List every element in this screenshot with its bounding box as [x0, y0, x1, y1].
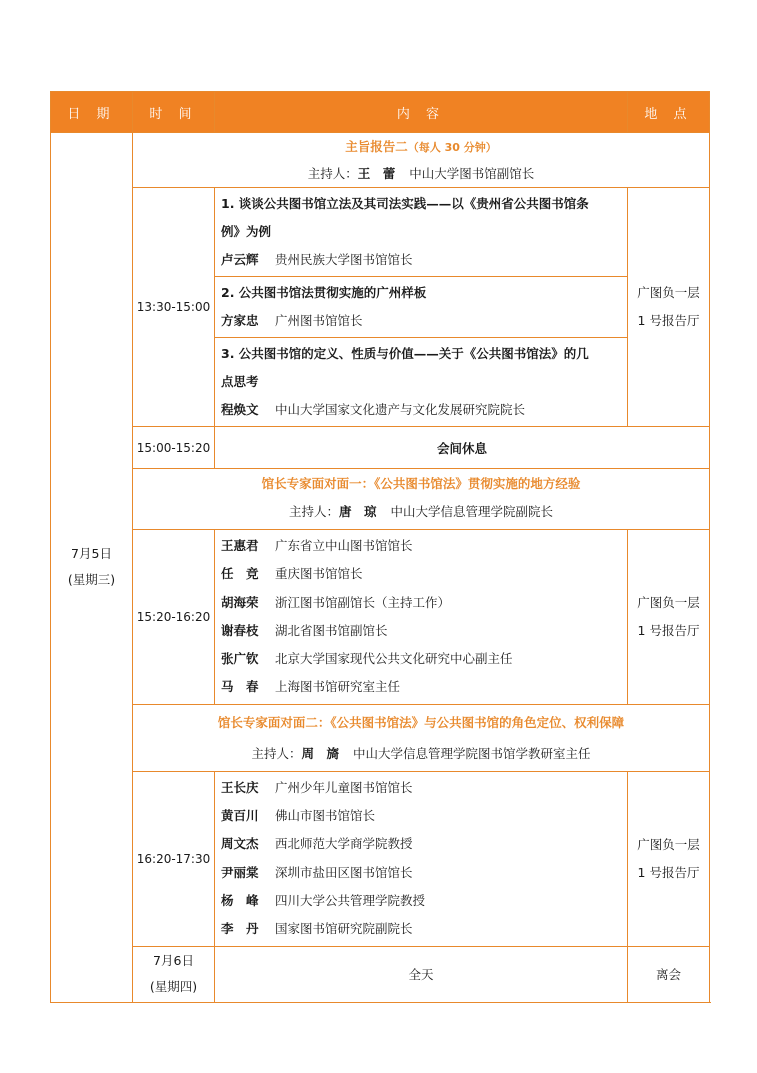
session1-talks	[215, 188, 628, 427]
list-item: 尹丽棠 深圳市盐田区图书馆馆长	[221, 864, 413, 880]
dialogue1-host-name: 唐 琼	[338, 504, 377, 519]
talk-title: 3. 公共图书馆的定义、性质与价值——关于《公共图书馆法》的几	[221, 346, 589, 361]
dialogue2-row	[51, 771, 710, 946]
list-item: 杨 峰 四川大学公共管理学院教授	[221, 892, 426, 908]
dialogue1-title: 馆长专家面对面一：《公共图书馆法》贯彻实施的地方经验	[261, 476, 581, 491]
list-item: 谢春枝 湖北省图书馆副馆长	[221, 622, 388, 638]
header-place: 地 点	[628, 92, 710, 133]
talk-speaker: 方家忠	[221, 313, 259, 328]
list-item: 李 丹 国家图书馆研究院副院长	[221, 921, 413, 937]
location-line2: 1 号报告厅	[637, 864, 700, 880]
session1-time: 13:30-15:00	[133, 188, 215, 427]
keynote-host-role: 中山大学图书馆副馆长	[409, 166, 535, 181]
dialogue1-host-label: 主持人：	[288, 504, 339, 519]
dialogue2-host-name: 周 旖	[301, 745, 339, 761]
keynote-banner	[133, 133, 710, 188]
dialogue1-host-role: 中山大学信息管理学院副院长	[390, 504, 554, 519]
schedule-table	[50, 91, 710, 1003]
day2-content: 离会	[628, 946, 710, 1002]
keynote-note: （每人 30 分钟）	[407, 141, 497, 154]
day1-date-cell	[51, 133, 133, 1003]
list-item: 胡海荣 浙江图书馆副馆长（主持工作）	[221, 594, 451, 610]
list-item: 周文杰 西北师范大学商学院教授	[221, 836, 413, 852]
dialogue2-location	[628, 771, 710, 946]
day2-weekday: (星期四)	[149, 979, 198, 995]
location-line1: 广图负一层	[637, 836, 700, 852]
header-content: 内 容	[215, 92, 628, 133]
keynote-banner-row	[51, 133, 710, 188]
list-item: 张广钦 北京大学国家现代公共文化研究中心副主任	[221, 651, 513, 667]
location-line2: 1 号报告厅	[637, 313, 700, 328]
dialogue2-title: 馆长专家面对面二：《公共图书馆法》与公共图书馆的角色定位、权利保障	[217, 714, 625, 730]
dialogue1-location	[628, 530, 710, 705]
dialogue2-banner	[133, 704, 710, 771]
day2-row	[51, 946, 710, 1002]
talk-speaker-role: 中山大学国家文化遗产与文化发展研究院院长	[275, 402, 526, 417]
keynote-host-label: 主持人：	[307, 166, 358, 181]
table-header-row	[51, 92, 710, 133]
talk-item	[215, 337, 627, 426]
keynote-host-name: 王 蕾	[357, 166, 396, 181]
location-line2: 1 号报告厅	[637, 622, 700, 638]
dialogue1-row	[51, 530, 710, 705]
talk-speaker-role: 贵州民族大学图书馆馆长	[275, 252, 413, 267]
day2-time: 全天	[215, 946, 628, 1002]
talk-title: 2. 公共图书馆法贯彻实施的广州样板	[221, 285, 427, 300]
list-item: 马 春 上海图书馆研究室主任	[221, 679, 401, 695]
list-item: 任 竞 重庆图书馆馆长	[221, 566, 363, 582]
dialogue2-banner-row	[51, 704, 710, 771]
talk-title: 1. 谈谈公共图书馆立法及其司法实践——以《贵州省公共图书馆条	[221, 196, 589, 211]
dialogue2-people	[215, 771, 628, 946]
break-label: 会间休息	[215, 427, 710, 469]
dialogue2-time: 16:20-17:30	[133, 771, 215, 946]
keynote-title: 主旨报告二	[345, 139, 408, 154]
session1-location	[628, 188, 710, 427]
list-item: 王长庆 广州少年儿童图书馆馆长	[221, 779, 413, 795]
location-line1: 广图负一层	[637, 285, 700, 300]
dialogue2-host-role: 中山大学信息管理学院图书馆学教研室主任	[353, 745, 591, 761]
dialogue1-banner-row	[51, 469, 710, 530]
header-date: 日 期	[51, 92, 133, 133]
talk-title-cont: 点思考	[221, 374, 259, 389]
dialogue2-host-label: 主持人：	[251, 745, 302, 761]
talk-item	[215, 276, 627, 337]
dialogue1-banner	[133, 469, 710, 530]
day1-date: 7月5日	[71, 546, 112, 562]
list-item: 黄百川 佛山市图书馆馆长	[221, 808, 376, 824]
day2-date-cell	[133, 946, 215, 1002]
day2-date: 7月6日	[153, 953, 194, 969]
dialogue1-time: 15:20-16:20	[133, 530, 215, 705]
talk-speaker-role: 广州图书馆馆长	[275, 313, 363, 328]
session1-row	[51, 188, 710, 427]
talk-speaker: 程焕文	[221, 402, 259, 417]
location-line1: 广图负一层	[637, 594, 700, 610]
day1-weekday: (星期三)	[67, 572, 116, 588]
list-item: 王惠君 广东省立中山图书馆馆长	[221, 538, 413, 553]
break-row	[51, 427, 710, 469]
talk-item	[215, 188, 627, 276]
dialogue1-people	[215, 530, 628, 705]
header-time: 时 间	[133, 92, 215, 133]
talk-title-cont: 例》为例	[221, 224, 272, 239]
talk-speaker: 卢云辉	[221, 252, 259, 267]
break-time: 15:00-15:20	[133, 427, 215, 469]
